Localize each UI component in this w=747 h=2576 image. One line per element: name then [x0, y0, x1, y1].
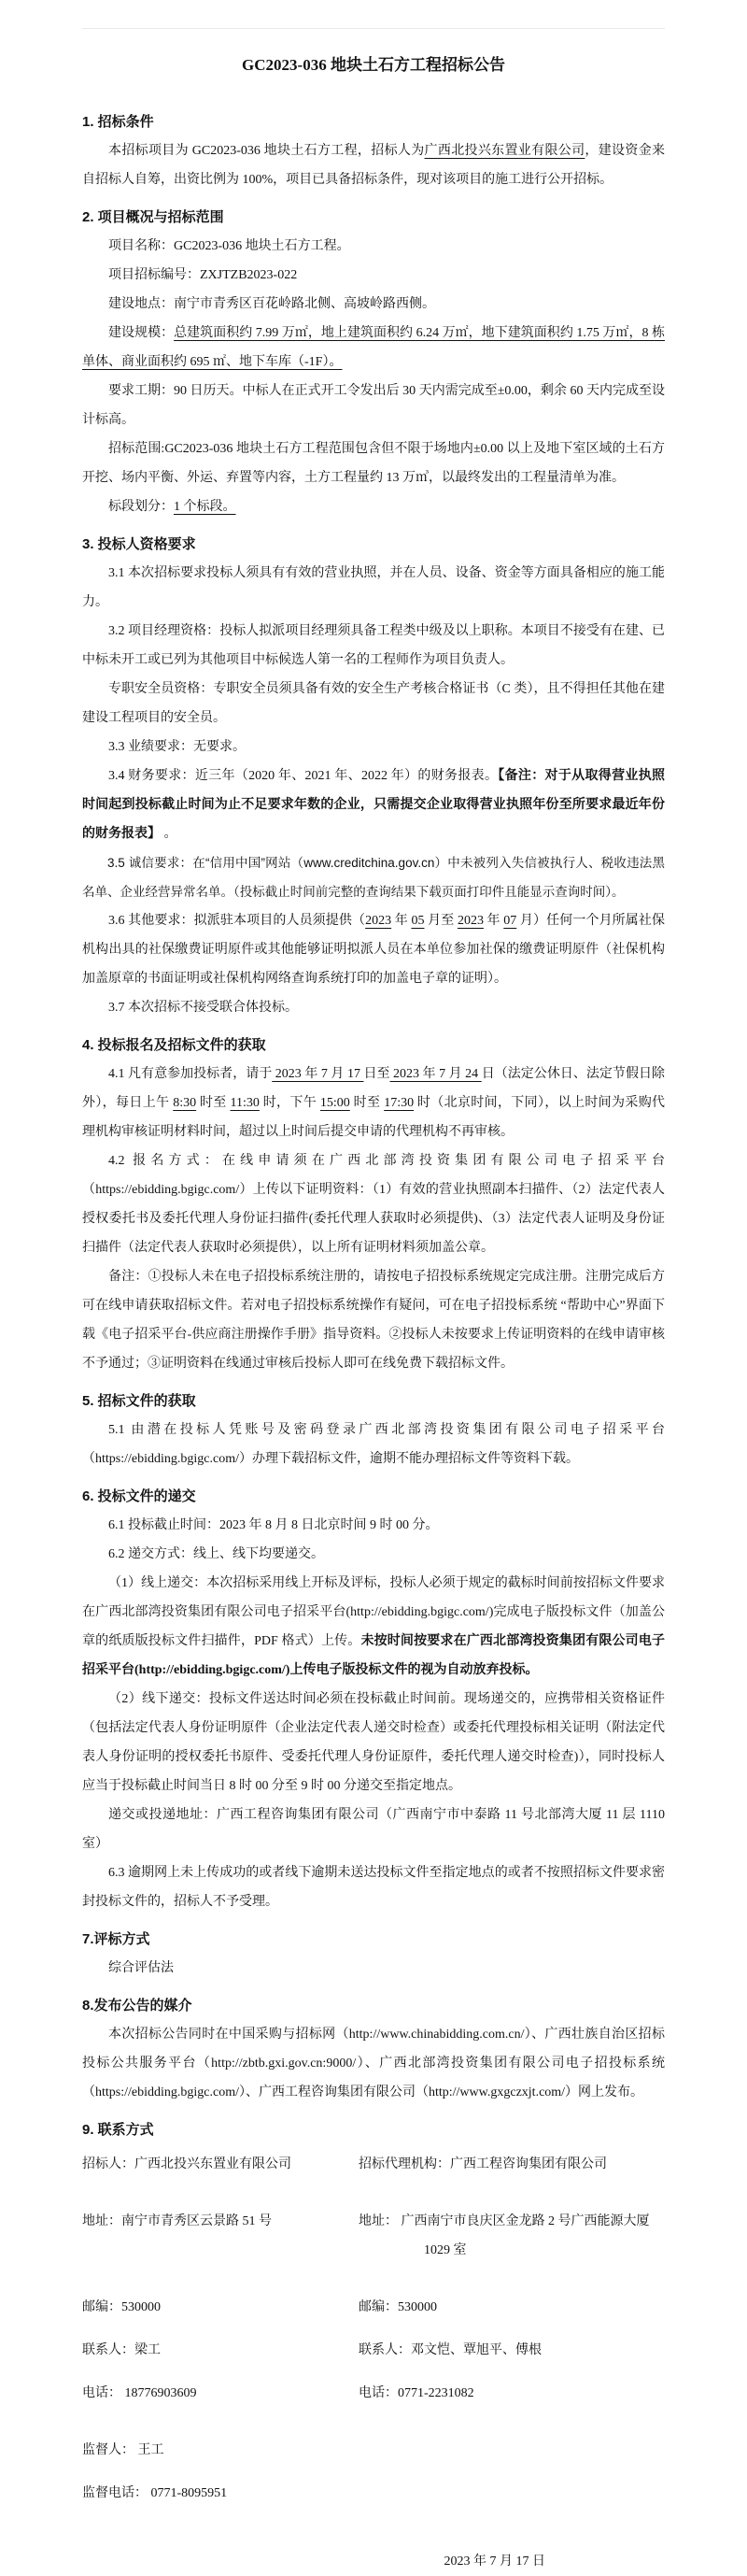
text-run: 9. 联系方式 — [82, 2122, 154, 2138]
text-run: 7.评标方式 — [82, 1931, 150, 1947]
contact-row — [82, 2479, 665, 2508]
paragraph — [82, 761, 665, 848]
text-run: 2023 年 7 月 17 — [272, 1067, 364, 1081]
text-run: 招标范围:GC2023-036 地块土石方工程范围包含但不限于场地内±0.00 以上及地下室区域的土石方开挖、场内平衡、外运、弃置等内容，土方工程量约 13 万㎥，以最终发出的工程量清单为准。 — [82, 442, 665, 485]
contact-left-cell: 监督电话： 0771-8095951 — [82, 2486, 228, 2500]
section-heading — [82, 203, 665, 232]
text-run: 总建筑面积约 7.99 万㎡，地上建筑面积约 6.24 万㎡，地下建筑面积约 1.75 万㎡，8 栋单体、商业面积约 695 ㎡、地下车库（-1F）。 — [82, 326, 666, 369]
section-heading — [82, 1925, 665, 1954]
text-run: 【备注：对于从取得营业执照时间起到投标截止时间为止不足要求年数的企业，只需提交企业取得营业执照年份至所要求最近年份的财务报表】 — [82, 769, 666, 841]
contact-left-cell: 联系人：梁工 — [82, 2343, 161, 2357]
contact-right-cell: 电话：0771-2231082 — [359, 2386, 474, 2400]
paragraph — [82, 492, 665, 521]
paragraph — [82, 1800, 665, 1858]
paragraph — [82, 261, 665, 290]
paragraph — [82, 733, 665, 761]
paragraph — [82, 1416, 665, 1473]
text-run: 6.2 递交方式：线上、线下均要递交。 — [108, 1547, 324, 1561]
contact-right-cell: 招标代理机构：广西工程咨询集团有限公司 — [359, 2157, 607, 2171]
text-run: （2）线下递交：投标文件送达时间必须在投标截止时间前。现场递交的，应携带相关资格证件（包括法定代表人身份证明原件（企业法定代表人递交时检查）或委托代理投标相关证明（附法定代表人身份证明的授权委托书原件、受委托代理人身份证原件，委托代理人递交时检查)），同时投标人应当于投标截止时间当日 8 时 00 分至 9 时 00 分递交至指定地点。 — [82, 1692, 665, 1793]
paragraph — [82, 993, 665, 1022]
text-run: 2. 项目概况与招标范围 — [82, 209, 224, 225]
text-run: 1. 招标条件 — [82, 114, 154, 130]
text-run: 综合评估法 — [108, 1961, 174, 1975]
paragraph — [82, 1060, 665, 1146]
text-run: 11:30 — [230, 1096, 260, 1110]
text-run: 3.7 本次招标不接受联合体投标。 — [108, 1001, 298, 1015]
paragraph — [82, 1540, 665, 1569]
section-heading — [82, 530, 665, 559]
page-top-divider — [82, 28, 665, 29]
paragraph — [82, 232, 665, 261]
text-run: 本招标项目为 GC2023-036 地块土石方工程，招标人为 — [108, 144, 425, 158]
contact-left-cell: 监督人： 王工 — [82, 2443, 164, 2457]
text-run: 3.6 其他要求：拟派驻本项目的人员须提供（ — [108, 914, 366, 928]
section-heading — [82, 1482, 665, 1511]
paragraph — [82, 136, 665, 194]
text-run: 3.2 项目经理资格：投标人拟派项目经理须具备工程类中级及以上职称。本项目不接受有在建、已中标未开工或已列为其他项目中标候选人第一名的工程师作为项目负责人。 — [82, 624, 665, 667]
text-run: 6. 投标文件的递交 — [82, 1488, 196, 1504]
section-heading — [82, 2115, 665, 2144]
paragraph — [82, 906, 665, 993]
text-run: 3.5 诚信要求：在“信用中国”网站（www.creditchina.gov.cn）中未被列入失信被执行人、税收违法黑名单、企业经营异常名单。（投标截止时间前完整的查询结果下载页面打印件且能显示查询时间）。 — [82, 856, 665, 899]
text-run: 项目名称：GC2023-036 地块土石方工程。 — [108, 239, 350, 253]
document-body — [82, 107, 665, 2144]
text-run: ，建设资金来自招标人自筹，出资比例为 100%，项目已具备招标条件，现对该项目的施工进行公开招标。 — [82, 144, 666, 187]
text-run: 年 — [391, 914, 412, 928]
section-heading — [82, 1031, 665, 1060]
paragraph — [82, 617, 665, 675]
text-run: 项目招标编号：ZXJTZB2023-022 — [108, 268, 298, 282]
contact-right-cell: 联系人：邓文恺、覃旭平、傅根 — [359, 2343, 542, 2357]
contact-row — [82, 2293, 665, 2322]
contact-right-cell — [359, 2436, 665, 2465]
text-run: 时（北京时间，下同），以上时间为采购代理机构审核证明材料时间，超过以上时间后提交申请的代理机构不再审核。 — [82, 1096, 666, 1139]
contact-right-cell — [359, 2479, 665, 2508]
text-run: 本次招标公告同时在中国采购与招标网（http://www.chinabidding.com.cn/）、广西壮族自治区招标投标公共服务平台（http://zbtb.gxi.gov.cn:9000/）、广西北部湾投资集团有限公司电子招投标系统（https://ebidding.bgigc.com/）、广西工程咨询集团有限公司（http://www.gxgczxjt.com/）网上发布。 — [82, 2028, 665, 2099]
text-run: 3.4 财务要求：近三年（2020 年、2021 年、2022 年）的财务报表。 — [108, 769, 499, 783]
text-run: 4.2 报名方式：在线申请须在广西北部湾投资集团有限公司电子招采平台（https://ebidding.bgigc.com/）上传以下证明资料：（1）有效的营业执照副本扫描件、（2）法定代表人授权委托书及委托代理人身份证扫描件(委托代理人获取时必须提供)、（3）法定代表人证明及身份证扫描件（法定代表人获取时必须提供），以上所有证明材料须加盖公章。 — [82, 1154, 665, 1255]
text-run: 递交或投递地址：广西工程咨询集团有限公司（广西南宁市中泰路 11 号北部湾大厦 11 层 1110 室） — [82, 1808, 665, 1851]
text-run: 07 — [503, 914, 517, 928]
text-run: 05 — [411, 914, 425, 928]
page-title: GC2023-036 地块土石方工程招标公告 — [242, 56, 505, 74]
text-run: 月）任何一个月所属社保机构出具的社保缴费证明原件或其他能够证明拟派人员在本单位参加社保的缴费证明原件（社保机构加盖原章的书面证明或社保机构网络查询系统打印的加盖电子章的证明）。 — [82, 914, 666, 986]
paragraph — [82, 319, 665, 377]
paragraph — [82, 2020, 665, 2107]
contact-row — [82, 2336, 665, 2365]
paragraph — [82, 290, 665, 319]
text-run: 6.3 逾期网上未上传成功的或者线下逾期未送达投标文件至指定地点的或者不按照招标文件要求密封投标文件的，招标人不予受理。 — [82, 1866, 665, 1909]
text-run: 日至 — [363, 1067, 390, 1081]
contact-row — [82, 2436, 665, 2465]
text-run: 3.1 本次招标要求投标人须具有有效的营业执照，并在人员、设备、资金等方面具备相应的施工能力。 — [82, 566, 665, 609]
text-run: 年 — [483, 914, 504, 928]
paragraph — [82, 377, 665, 434]
text-run: 8:30 — [173, 1096, 197, 1110]
text-run: 要求工期：90 日历天。中标人在正式开工令发出后 30 天内需完成至±0.00，剩余 60 天内完成至设计标高。 — [82, 384, 665, 427]
paragraph — [82, 1569, 665, 1685]
text-run: 4. 投标报名及招标文件的获取 — [82, 1037, 266, 1053]
text-run: 建设地点：南宁市青秀区百花岭路北侧、高坡岭路西侧。 — [108, 297, 435, 311]
text-run: 3.3 业绩要求：无要求。 — [108, 740, 246, 754]
text-run: 3. 投标人资格要求 — [82, 536, 196, 552]
paragraph — [82, 1685, 665, 1800]
text-run: 广西北投兴东置业有限公司 — [424, 144, 585, 158]
text-run: 时至 — [196, 1096, 231, 1110]
contact-row — [82, 2379, 665, 2408]
section-heading — [82, 1387, 665, 1416]
text-run: 日（法定公休日、法定节假日除外），每日上午 — [82, 1067, 666, 1110]
paragraph — [82, 1262, 665, 1378]
paragraph — [82, 1146, 665, 1262]
text-run: 2023 — [365, 914, 392, 928]
text-run: 标段划分： — [108, 500, 174, 514]
contact-grid — [82, 2150, 665, 2508]
paragraph — [82, 1954, 665, 1983]
text-run: 8.发布公告的媒介 — [82, 1998, 192, 2014]
contact-row — [82, 2207, 665, 2265]
text-run: 未按时间按要求在广西北部湾投资集团有限公司电子招采平台(http://ebidding.bgigc.com/)上传电子版投标文件的视为自动放弃投标。 — [82, 1634, 666, 1677]
text-run: 时，下午 — [259, 1096, 320, 1110]
announcement-date: 2023 年 7 月 17 日 — [444, 2555, 545, 2569]
contact-row — [82, 2150, 665, 2179]
text-run: 15:00 — [319, 1096, 350, 1110]
text-run: 2023 年 7 月 24 — [389, 1067, 482, 1081]
paragraph — [82, 848, 665, 906]
contact-right-cell: 邮编：530000 — [359, 2300, 437, 2314]
text-run: 建设规模： — [108, 326, 175, 340]
contact-left-cell: 邮编：530000 — [82, 2300, 161, 2314]
text-run: 5. 招标文件的获取 — [82, 1393, 196, 1409]
text-run: 5.1 由潜在投标人凭账号及密码登录广西北部湾投资集团有限公司电子招采平台（https://ebidding.bgigc.com/）办理下载招标文件，逾期不能办理招标文件等资料下载。 — [82, 1423, 665, 1466]
text-run: 2023 — [457, 914, 484, 928]
text-run: 备注：①投标人未在电子招投标系统注册的，请按电子招投标系统规定完成注册。注册完成后方可在线申请获取招标文件。若对电子招投标系统操作有疑问，可在电子招投标系统 “帮助中心”界面下载《电子招采平台-供应商注册操作手册》指导资料。②投标人未按要求上传证明资料的在线申请审核不予通过；③证明资料在线通过审核后投标人即可在线免费下载招标文件。 — [82, 1270, 665, 1371]
contact-left-cell: 地址：南宁市青秀区云景路 51 号 — [82, 2214, 272, 2228]
contact-right-cell: 地址： 广西南宁市良庆区金龙路 2 号广西能源大厦 1029 室 — [359, 2214, 650, 2257]
text-run: 。 — [161, 827, 177, 841]
paragraph — [82, 559, 665, 617]
paragraph — [82, 675, 665, 733]
text-run: 17:30 — [384, 1096, 415, 1110]
text-run: 1 个标段。 — [174, 500, 236, 514]
text-run: 时至 — [349, 1096, 385, 1110]
text-run: （1）线上递交：本次招标采用线上开标及评标，投标人必须于规定的截标时间前按招标文件要求在广西北部湾投资集团有限公司电子招采平台(http://ebidding.bgigc.com/)完成电子版投标文件（加盖公章的纸质版投标文件扫描件，PDF 格式）上传。 — [82, 1576, 665, 1648]
text-run: 专职安全员资格：专职安全员须具备有效的安全生产考核合格证书（C 类），且不得担任其他在建建设工程项目的安全员。 — [82, 682, 665, 725]
text-run: 月至 — [424, 914, 458, 928]
text-run: 6.1 投标截止时间：2023 年 8 月 8 日北京时间 9 时 00 分。 — [108, 1518, 439, 1532]
contact-left-cell: 电话： 18776903609 — [82, 2386, 197, 2400]
paragraph — [82, 1511, 665, 1540]
paragraph — [82, 434, 665, 492]
text-run: 4.1 凡有意参加投标者，请于 — [108, 1067, 273, 1081]
section-heading — [82, 107, 665, 136]
contact-left-cell: 招标人：广西北投兴东置业有限公司 — [82, 2157, 291, 2171]
section-heading — [82, 1991, 665, 2020]
paragraph — [82, 1858, 665, 1916]
